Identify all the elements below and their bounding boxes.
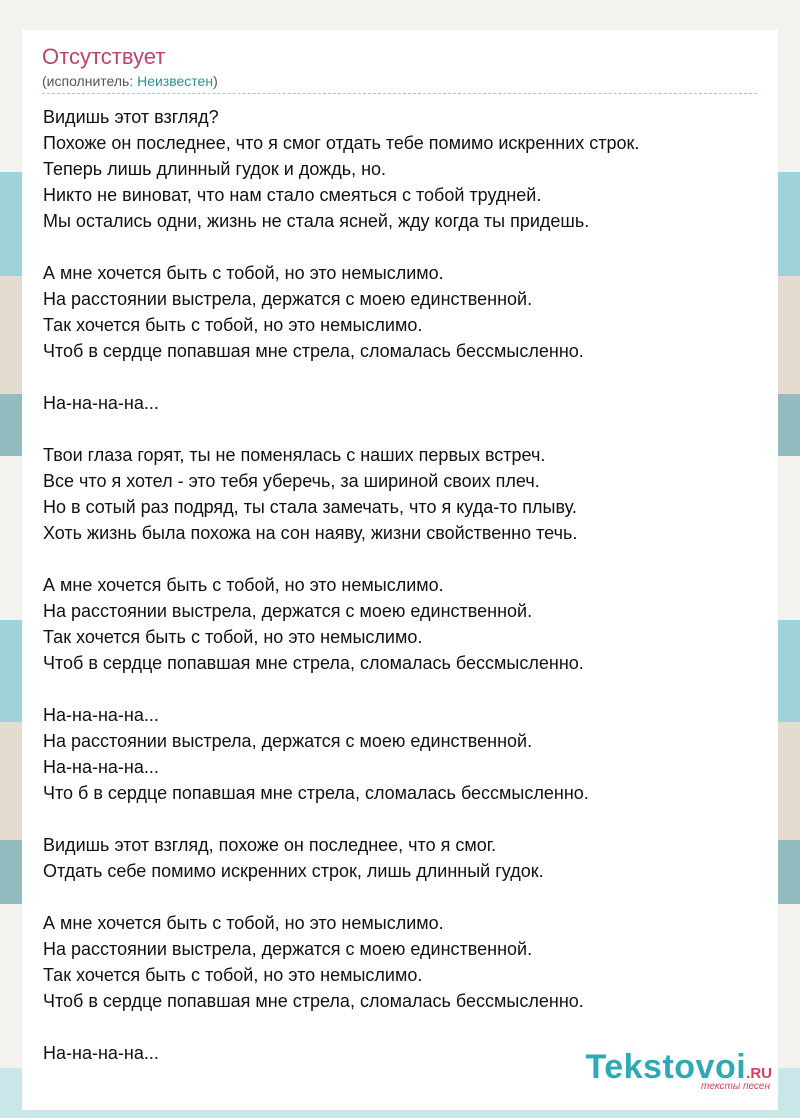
stanza-gap (43, 416, 763, 442)
lyric-line: Мы остались одни, жизнь не стала ясней, жду когда ты придешь. (43, 211, 590, 231)
lyric-line: Но в сотый раз подряд, ты стала замечать, что я куда-то плыву. (43, 497, 577, 517)
lyric-line: Видишь этот взгляд, похоже он последнее, что я смог. (43, 835, 497, 855)
lyric-line: Чтоб в сердце попавшая мне стрела, сломалась бессмысленно. (43, 991, 584, 1011)
artist-line (42, 73, 218, 89)
lyric-line: Все что я хотел - это тебя уберечь, за шириной своих плеч. (43, 471, 540, 491)
lyric-line: На расстоянии выстрела, держатся с моею единственной. (43, 939, 533, 959)
stanza-gap (43, 1014, 763, 1040)
lyric-line: Хоть жизнь была похожа на сон наяву, жизни свойственно течь. (43, 523, 578, 543)
lyric-line: Отдать себе помимо искренних строк, лишь длинный гудок. (43, 861, 544, 881)
lyric-line: Что б в сердце попавшая мне стрела, сломалась бессмысленно. (43, 783, 589, 803)
lyric-line: На расстоянии выстрела, держатся с моею единственной. (43, 601, 533, 621)
stanza-gap (43, 676, 763, 702)
lyric-line: А мне хочется быть с тобой, но это немыслимо. (43, 263, 444, 283)
lyric-line: На-на-на-на... (43, 757, 159, 777)
lyric-line: Теперь лишь длинный гудок и дождь, но. (43, 159, 387, 179)
lyric-line: Чтоб в сердце попавшая мне стрела, сломалась бессмысленно. (43, 653, 584, 673)
lyric-line: Так хочется быть с тобой, но это немыслимо. (43, 965, 423, 985)
lyric-line: Так хочется быть с тобой, но это немыслимо. (43, 627, 423, 647)
lyric-line: Видишь этот взгляд? (43, 107, 219, 127)
stanza-gap (43, 806, 763, 832)
brand-tagline: тексты песен (701, 1081, 770, 1092)
lyric-line: На расстоянии выстрела, держатся с моею единственной. (43, 731, 533, 751)
stanza-gap (43, 234, 763, 260)
lyric-line: А мне хочется быть с тобой, но это немыслимо. (43, 913, 444, 933)
brand-logo[interactable] (585, 1048, 772, 1092)
lyric-line: Никто не виноват, что нам стало смеяться с тобой трудней. (43, 185, 542, 205)
lyric-line: Твои глаза горят, ты не поменялась с наших первых встреч. (43, 445, 546, 465)
stanza-gap (43, 884, 763, 910)
stanza-gap (43, 364, 763, 390)
lyric-line: На-на-на-на... (43, 1043, 159, 1063)
brand-tld: .RU (746, 1065, 772, 1082)
brand-name: Tekstovoi (585, 1048, 747, 1086)
artist-suffix: ) (213, 73, 218, 89)
lyric-line: Похоже он последнее, что я смог отдать тебе помимо искренних строк. (43, 133, 640, 153)
lyric-line: На-на-на-на... (43, 705, 159, 725)
lyric-line: Чтоб в сердце попавшая мне стрела, сломалась бессмысленно. (43, 341, 584, 361)
lyric-line: Так хочется быть с тобой, но это немыслимо. (43, 315, 423, 335)
lyric-line: На-на-на-на... (43, 393, 159, 413)
lyric-line: На расстоянии выстрела, держатся с моею единственной. (43, 289, 533, 309)
stanza-gap (43, 546, 763, 572)
artist-prefix: (исполнитель: (42, 73, 138, 89)
song-title: Отсутствует (42, 44, 166, 69)
title-divider (42, 93, 757, 94)
artist-link[interactable]: Неизвестен (137, 73, 214, 89)
lyric-line: А мне хочется быть с тобой, но это немыслимо. (43, 575, 444, 595)
lyrics-body (43, 104, 763, 1066)
